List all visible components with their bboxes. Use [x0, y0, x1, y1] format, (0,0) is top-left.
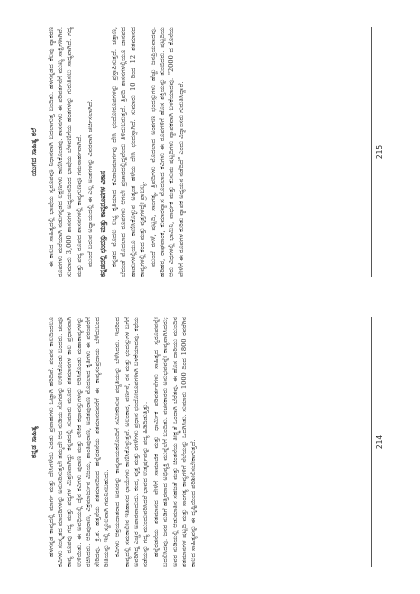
left-paragraph: ಹನ್ನೆರಡನೆಯ ಶತಮಾನದ ವೇಳೆಗೆ ಸಾಮಾಜಿಕ ಮತ್ತು ಧಾರ್ಮಿಕ ಪರಿವರ್ತನೆಗಳು ಸಾಹಿತ್ಯದ ಸ್ವರೂಪವನ್ನೇ ಬದಲಿಸಿದವು. ಜನರ ನುಡಿಗೆ ಹತ್ತಿರವಾದ ಅಭಿವ್ಯಕ್ತಿ ಮುನ್ನೆಲೆಗೆ ಬಂದಿತು. ವಚನಕಾರರು ಅನುಭವವನ್ನೇ ಕಾವ್ಯವಾಗಿಸಿದರು; ಅವರ ನುಡಿಯಲ್ಲಿ ಆಡುಮಾತಿನ ಸಹಜತೆ ಮತ್ತು ಚಿಂತನೆಯ ತೀಕ್ಷ್ಣತೆ ಒಂದಾಗಿ ಬೆರೆತವು. ಈ ಹೊಸ ದಾರಿಯು ಮುಂದಿನ ಶತಮಾನಗಳ ಷಟ್ಪದಿ ಮತ್ತು ಸಾಂಗತ್ಯ ಕಾವ್ಯಗಳಿಗೆ ನೆಲೆಯನ್ನು ಒದಗಿಸಿತು. ಸುಮಾರು 1000 ದಿಂದ 1800 ರವರೆಗಿನ ಕಾಲದ ಸಾಹಿತ್ಯವನ್ನು ಈ ದೃಷ್ಟಿಯಿಂದ ಪರಿಶೀಲಿಸಬೇಕಾಗುತ್ತದೆ.	[152, 317, 198, 567]
left-footer-rule	[371, 317, 372, 567]
right-paragraph: ಮುಂದೆ ಬರುವ ಅಧ್ಯಾಯದಲ್ಲಿ ಈ ಎಲ್ಲ ಅಂಶಗಳನ್ನು ವಿವರವಾಗಿ ಚರ್ಚಿಸಲಾಗಿದೆ.	[85, 99, 94, 267]
right-paragraph: ಮುಂದೆ ರಗಳೆ, ಷಟ್ಪದಿ, ಸಾಂಗತ್ಯ, ತ್ರಿಪದಿಗಳು ಮೊದಲಾದ ಅಂಶಗಣ ಛಂದಸ್ಸುಗಳು ಹೆಚ್ಚು ಜನಪ್ರಿಯವಾದವು. ಹರಿಹರ, ರಾಘವಾಂಕ, ಕುಮಾರವ್ಯಾಸ ಮೊದಲಾದ ಕವಿಗಳು ಈ ರೂಪಗಳಿಗೆ ಹೊಸ ಶಕ್ತಿಯನ್ನು ತುಂಬಿದರು. ಷಟ್ಪದಿಯ ಆರು ವಿಧಗಳಲ್ಲಿ ಭಾಮಿನಿ, ವಾರ್ಧಕ ಮತ್ತು ಕುಸುಮ ಷಟ್ಪದಿಗಳು ವ್ಯಾಪಕವಾಗಿ ಬಳಕೆಯಾದವು. "2000 ದ ಕೊನೆಯ ವೇಳೆಗೆ ಈ ರೂಪಗಳ ಕುರಿತು ವ್ಯಾಪಕ ಅಧ್ಯಯನ ನಡೆದಿದೆ" ಎಂದು ವಿದ್ವಾಂಸರು ಗುರುತಿಸಿದ್ದಾರೆ.	[149, 27, 185, 277]
right-footer-rule	[371, 27, 372, 277]
right-body-text	[47, 27, 367, 277]
right-page-number: 215	[375, 144, 384, 160]
left-body-text	[47, 317, 367, 567]
rotated-book-spread	[25, 27, 395, 567]
right-running-head: ಯುಗದ ಸಾಹಿತ್ಯ ಕಲೆ	[29, 127, 38, 177]
left-page-number: 214	[375, 434, 384, 450]
right-paragraph: ಕನ್ನಡದ ಮೊದಲ ಲಭ್ಯ ಕೃತಿಯಾದ ಕವಿರಾಜಮಾರ್ಗವು ದೇಸಿ ಛಂದೋರೂಪಗಳನ್ನು ಪ್ರಸ್ತಾಪಿಸುತ್ತದೆ. ಚತ್ತಾಣ, ಬೆದಂಡೆ ಮೊದಲಾದ ರೂಪಗಳು ಆಗಲೇ ಪ್ರಚಾರದಲ್ಲಿದ್ದವೆಂದು ತಿಳಿದುಬರುತ್ತದೆ. ತ್ರಿಪದಿ ಶಾಸನಗಳಲ್ಲಿಯೂ ಜಾನಪದ ಹಾಡುಗಳಲ್ಲಿಯೂ ಕಾಣಿಸಿಕೊಳ್ಳುವ ಅತ್ಯಂತ ಹಳೆಯ ದೇಸಿ ಛಂದಸ್ಸಾಗಿದೆ. ಸುಮಾರು 10 ರಿಂದ 12 ಶತಮಾನದ ಕಾವ್ಯಗಳಲ್ಲಿ ಕಂದ ಮತ್ತು ವೃತ್ತಗಳದ್ದೇ ಪ್ರಾಬಲ್ಯ.	[110, 27, 146, 277]
left-paragraph: ಕವಿಗಳು ಆಶ್ರಯದಾತರಾದ ಅರಸರನ್ನು ಕಾವ್ಯನಾಯಕರೊಂದಿಗೆ ಸಮೀಕರಿಸುವ ಪದ್ಧತಿಯನ್ನು ಬೆಳೆಸಿದರು. ಇದರಿಂದ ಕಾವ್ಯದಲ್ಲಿ ಸಮಕಾಲೀನ ಇತಿಹಾಸದ ಛಾಯೆಗಳು ಕಾಣಿಸಿಕೊಳ್ಳುತ್ತವೆ. ಅಲಂಕಾರ, ವರ್ಣನೆ, ರಸ ಮತ್ತು ಛಂದಸ್ಸುಗಳ ಬಗೆಗೆ ಅವರಿಗಿದ್ದ ಎಚ್ಚರ ಅಪಾರವಾದುದು. ಕಂದ, ವೃತ್ತ ಮತ್ತು ರಗಳೆಗಳು ಪ್ರಧಾನ ಛಂದೋರೂಪಗಳಾಗಿ ಬಳಕೆಯಾದವು. ಕಥೆಯ ನಡೆಯನ್ನು ಗದ್ಯ ಮುಂದುವರಿಸಿದರೆ ಭಾವದ ಉತ್ಕರ್ಷವನ್ನು ಪದ್ಯ ಹಿಡಿದಿಡುತ್ತಿತ್ತು.	[113, 317, 150, 567]
right-page	[25, 27, 395, 277]
left-page	[25, 317, 395, 567]
right-paragraph: ಈ ಕಾಲದ ಸಾಹಿತ್ಯದಲ್ಲಿ ಭಾಷೆಯ ಸ್ವರೂಪವೂ ನಿಧಾನವಾಗಿ ಬದಲಾಗುತ್ತ ಬಂದಿತು. ಹಳಗನ್ನಡದ ಕೆಲವು ವ್ಯಾಕರಣ ರೂಪಗಳು ಮರೆಯಾಗಿ ನಡುಗನ್ನಡದ ಲಕ್ಷಣಗಳು ಕಾಣಿಸಿಕೊಂಡವು. ಶಾಸನಗಳು ಈ ಪರಿವರ್ತನೆಗೆ ಮುಖ್ಯ ಸಾಕ್ಷಿಗಳಾಗಿವೆ. ಸುಮಾರು 3,000 ಶಾಸನಗಳ ಅಧ್ಯಯನದಿಂದ ಭಾಷೆಯ ಬೆಳವಣಿಗೆಯ ಹಂತಗಳನ್ನು ಗುರುತಿಸಲು ಸಾಧ್ಯವಾಗಿದೆ. ಗದ್ಯ ಮತ್ತು ಪದ್ಯ ರೂಪದ ಶಾಸನಗಳಲ್ಲಿ ಕಾವ್ಯಗುಣವೂ ಗಮನಾರ್ಹವಾಗಿದೆ.	[47, 27, 83, 277]
section-heading: ಕನ್ನಡದಲ್ಲಿ ಛಂದಸ್ಸು ಮತ್ತು ಕಾವ್ಯರೂಪಗಳ ವಿಕಾಸ	[99, 170, 108, 277]
left-paragraph: ಹಳಗನ್ನಡ ಕಾವ್ಯದಲ್ಲಿ ಮಾರ್ಗ ಮತ್ತು ದೇಸಿಗಳೆಂಬ ಎರಡು ಪ್ರವಾಹಗಳು ಒಟ್ಟಾಗಿ ಹರಿದಿವೆ. ಪಂಪನ ಕಾಲದಿಂದಲೂ ಕವಿಗಳು ಸಂಸ್ಕೃತದ ಮಾದರಿಗಳನ್ನು ಅನುಸರಿಸುತ್ತಲೇ ತಮ್ಮದೇ ಆದ ನುಡಿಯ ಸೊಗಡನ್ನು ಉಳಿಸಿಕೊಂಡು ಬಂದರು. ಚಂಪೂ ಕಾವ್ಯ ರೂಪವು ಗದ್ಯ ಮತ್ತು ಪದ್ಯಗಳ ಮಿಶ್ರಣವಾಗಿದ್ದು ಕನ್ನಡದಲ್ಲಿ ಸುಮಾರು ಮೂರು ಶತಮಾನಗಳ ಕಾಲ ಪ್ರಧಾನವಾಗಿ ಉಳಿಯಿತು. ಈ ಅವಧಿಯಲ್ಲಿ ಜೈನ ಕವಿಗಳು ಪುರಾಣ ಮತ್ತು ಲೌಕಿಕ ಕಥಾವಸ್ತುಗಳನ್ನು ಆರಿಸಿಕೊಂಡು ಮಹಾಕಾವ್ಯಗಳನ್ನು ರಚಿಸಿದರು. ಆದಿಪುರಾಣ, ವಿಕ್ರಮಾರ್ಜುನ ವಿಜಯ, ಶಾಂತಿಪುರಾಣ, ಅಜಿತಪುರಾಣ ಮೊದಲಾದ ಕೃತಿಗಳು ಈ ಪರಂಪರೆಗೆ ಸೇರಿದವು. ಕ್ರಿ.ಶ. ಹತ್ತನೆಯ ಶತಮಾನದಿಂದ ಹನ್ನೆರಡನೆಯ ಶತಮಾನದವರೆಗೆ ಈ ಕಾವ್ಯಸಂಪ್ರದಾಯ ಬೆಳೆದುಬಂದ ರೀತಿಯನ್ನು ಇಲ್ಲಿ ಸ್ಥೂಲವಾಗಿ ಗಮನಿಸಬಹುದು.	[47, 317, 111, 567]
left-running-head: ಕನ್ನಡ ಸಾಹಿತ್ಯ	[29, 426, 38, 458]
